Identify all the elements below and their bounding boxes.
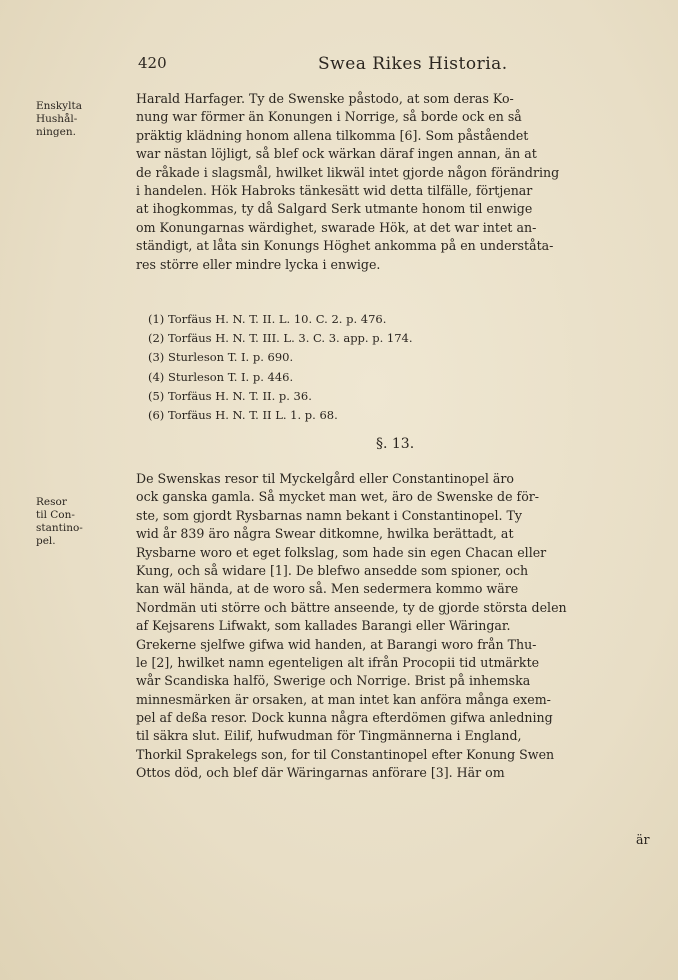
text-line: nung war förmer än Konungen i Norrige, så borde ock en så xyxy=(136,109,522,125)
text-line: de råkade i slagsmål, hwilket likwäl intet gjorde någon förändring xyxy=(136,164,560,180)
text-line: präktig klädning honom allena tilkomma [6]. Som påståendet xyxy=(136,127,529,143)
paragraph-2 xyxy=(136,470,658,783)
text-line: ste, som gjordt Rysbarnas namn bekant i Constantinopel. Ty xyxy=(136,507,523,523)
footnote: (5) Torfäus H. N. T. II. p. 36. xyxy=(148,388,312,403)
margin-note-line: Hushål- xyxy=(36,113,78,125)
margin-note-line: Resor xyxy=(36,496,67,508)
text-line: res större eller mindre lycka i enwige. xyxy=(136,256,381,272)
text-line: af Kejsarens Lifwakt, som kallades Barangi eller Wäringar. xyxy=(136,618,511,634)
text-line: Harald Harfager. Ty de Swenske påstodo, at som deras Ko- xyxy=(136,91,514,106)
text-line: De Swenskas resor til Myckelgård eller Constantinopel äro xyxy=(136,471,514,486)
text-line: Nordmän uti större och bättre anseende, ty de gjorde största delen xyxy=(136,599,567,615)
text-line: at ihogkommas, ty då Salgard Serk utmante honom til enwige xyxy=(136,201,533,217)
text-line: war nästan löjligt, så blef ock wärkan däraf ingen annan, än at xyxy=(136,146,537,162)
margin-note-line: til Con- xyxy=(36,509,75,521)
text-line: wid år 839 äro några Swear ditkomne, hwilka berättadt, at xyxy=(136,526,514,542)
text-line: Rysbarne woro et eget folkslag, som hade sin egen Chacan eller xyxy=(136,544,547,560)
margin-note-line: stantino- xyxy=(36,522,83,534)
margin-note-line: Enskylta xyxy=(36,100,82,112)
text-line: minnesmärken är orsaken, at man intet kan anföra många exem- xyxy=(136,691,551,707)
footnote: (1) Torfäus H. N. T. II. L. 10. C. 2. p. 476. xyxy=(148,312,387,326)
footnotes xyxy=(148,310,568,425)
margin-note-line: ningen. xyxy=(36,126,76,138)
text-line: le [2], hwilket namn egenteligen alt ifrån Procopii tid utmärkte xyxy=(136,654,540,670)
text-line: til säkra slut. Eilif, hufwudman för Tingmännerna i England, xyxy=(136,728,522,744)
footnote: (4) Sturleson T. I. p. 446. xyxy=(148,369,294,384)
text-line: wår Scandiska halfö, Swerige och Norrige. Brist på inhemska xyxy=(136,673,531,689)
text-line: Kung, och så widare [1]. De blefwo ansedde som spioner, och xyxy=(136,562,529,578)
paragraph-1 xyxy=(136,90,658,274)
text-line: ock ganska gamla. Så mycket man wet, äro de Swenske de för- xyxy=(136,489,540,505)
text-line: ständigt, at låta sin Konungs Höghet ankomma på en underståta- xyxy=(136,238,554,254)
text-line: Ottos död, och blef där Wäringarnas anförare [3]. Här om xyxy=(136,765,505,781)
section-heading: §. 13. xyxy=(376,436,415,452)
margin-note-journeys xyxy=(36,496,126,548)
text-line: om Konungarnas wärdighet, swarade Hök, at det war intet an- xyxy=(136,219,537,235)
text-line: Grekerne sjelfwe gifwa wid handen, at Barangi woro från Thu- xyxy=(136,636,537,652)
footnote: (3) Sturleson T. I. p. 690. xyxy=(148,350,294,365)
page-header xyxy=(138,54,658,84)
footnote: (2) Torfäus H. N. T. III. L. 3. C. 3. app. p. 174. xyxy=(148,331,413,346)
text-line: pel af deßa resor. Dock kunna några efterdömen gifwa anledning xyxy=(136,710,553,726)
text-line: kan wäl hända, at de woro så. Men sedermera kommo wäre xyxy=(136,581,519,597)
margin-note-household xyxy=(36,100,126,139)
margin-note-line: pel. xyxy=(36,535,56,547)
text-line: Thorkil Sprakelegs son, for til Constantinopel efter Konung Swen xyxy=(136,746,555,762)
catchword: är xyxy=(636,832,650,847)
footnote: (6) Torfäus H. N. T. II L. 1. p. 68. xyxy=(148,407,338,422)
page-number: 420 xyxy=(138,54,167,72)
text-line: i handelen. Hök Habroks tänkesätt wid detta tilfälle, förtjenar xyxy=(136,182,533,198)
running-head: Swea Rikes Historia. xyxy=(318,54,508,74)
